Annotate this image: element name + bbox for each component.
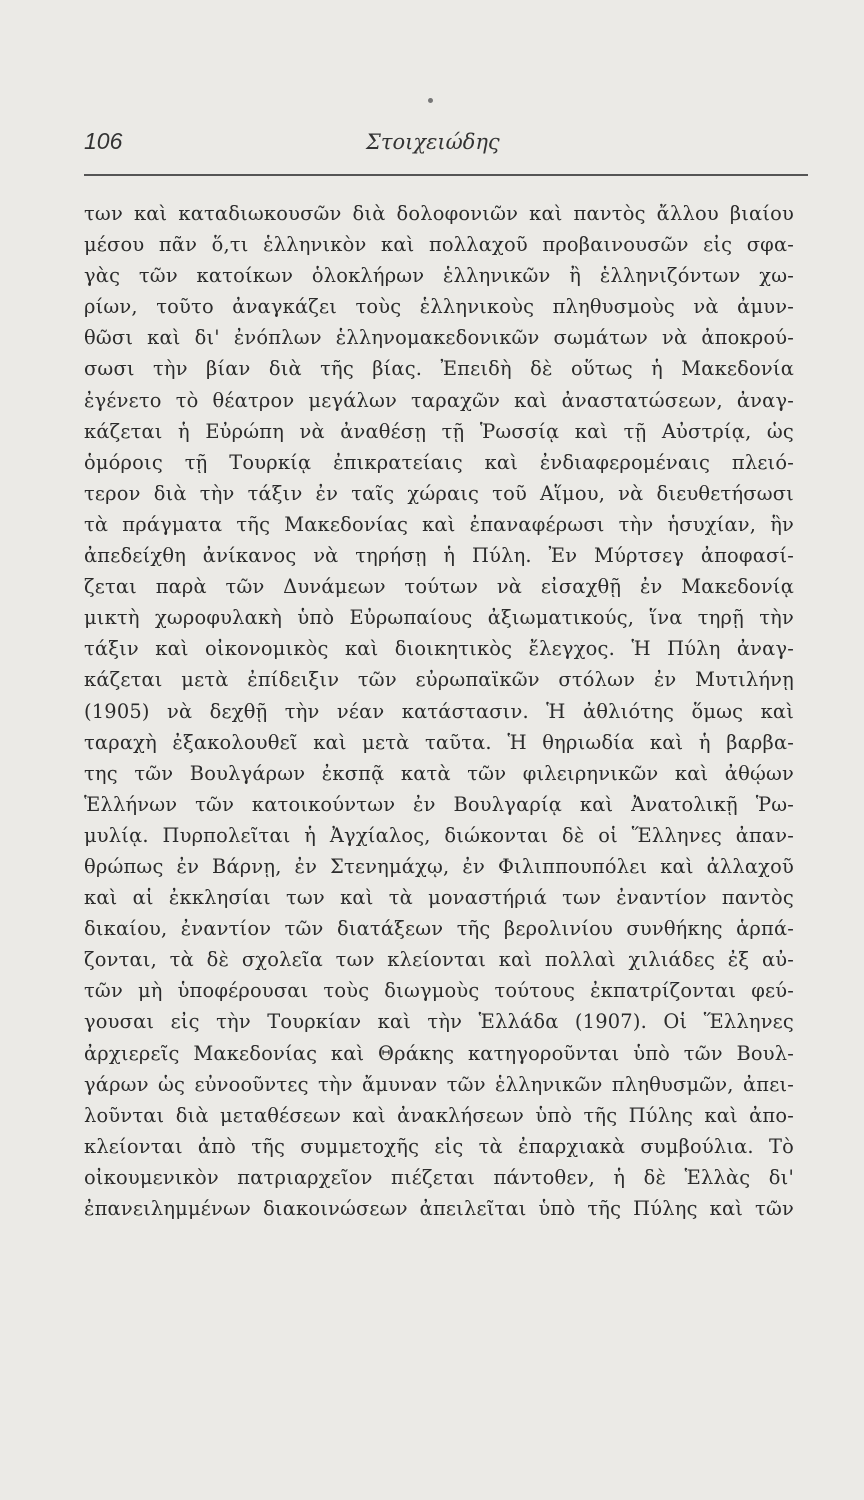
text-line: κάζεται ἡ Εὐρώπη νὰ ἀναθέσῃ τῇ Ῥωσσίᾳ καὶ τῇ Αὐστρίᾳ, ὡς bbox=[84, 419, 794, 443]
text-line: θρώπως ἐν Βάρνῃ, ἐν Στενημάχῳ, ἐν Φιλιππουπόλει καὶ ἀλλαχοῦ bbox=[84, 854, 794, 878]
text-line: ρίων, τοῦτο ἀναγκάζει τοὺς ἑλληνικοὺς πληθυσμοὺς νὰ ἀμυν- bbox=[84, 295, 794, 319]
page-header bbox=[84, 128, 808, 168]
text-line: της τῶν Βουλγάρων ἐκσπᾷ κατὰ τῶν φιλειρηνικῶν καὶ ἀθῴων bbox=[84, 761, 794, 785]
text-line: των καὶ καταδιωκουσῶν διὰ δολοφονιῶν καὶ παντὸς ἄλλου βιαίου bbox=[84, 202, 794, 225]
text-line: Ἑλλήνων τῶν κατοικούντων ἐν Βουλγαρίᾳ καὶ Ἀνατολικῇ Ῥω- bbox=[84, 792, 794, 816]
text-line: ἐπανειλημμένων διακοινώσεων ἀπειλεῖται ὑπὸ τῆς Πύλης καὶ τῶν bbox=[84, 1197, 794, 1220]
text-line: δικαίου, ἐναντίον τῶν διατάξεων τῆς βερολινίου συνθήκης ἁρπά- bbox=[84, 917, 794, 941]
text-line: ταραχὴ ἐξακολουθεῖ καὶ μετὰ ταῦτα. Ἡ θηριωδία καὶ ἡ βαρβα- bbox=[84, 730, 794, 754]
text-line: ζονται, τὰ δὲ σχολεῖα των κλείονται καὶ πολλαὶ χιλιάδες ἐξ αὐ- bbox=[84, 948, 794, 972]
text-line: τὰ πράγματα τῆς Μακεδονίας καὶ ἐπαναφέρωσι τὴν ἡσυχίαν, ἣν bbox=[84, 512, 794, 536]
text-line: γουσαι εἰς τὴν Τουρκίαν καὶ τὴν Ἑλλάδα (1907). Οἱ Ἕλληνες bbox=[84, 1010, 794, 1034]
text-line: μυλίᾳ. Πυρπολεῖται ἡ Ἀγχίαλος, διώκονται δὲ οἱ Ἕλληνες ἀπαν- bbox=[84, 823, 794, 847]
text-line: λοῦνται διὰ μεταθέσεων καὶ ἀνακλήσεων ὑπὸ τῆς Πύλης καὶ ἀπο- bbox=[84, 1103, 794, 1127]
text-line: γὰς τῶν κατοίκων ὁλοκλήρων ἑλληνικῶν ἢ ἑλληνιζόντων χω- bbox=[84, 264, 794, 288]
text-line: (1905) νὰ δεχθῇ τὴν νέαν κατάστασιν. Ἡ ἀθλιότης ὅμως καὶ bbox=[84, 699, 794, 723]
text-line: ἀπεδείχθη ἀνίκανος νὰ τηρήσῃ ἡ Πύλη. Ἐν Μύρτσεγ ἀποφασί- bbox=[84, 544, 794, 568]
header-rule bbox=[84, 174, 808, 176]
text-line: κάζεται μετὰ ἐπίδειξιν τῶν εὐρωπαϊκῶν στόλων ἐν Μυτιλήνῃ bbox=[84, 668, 794, 692]
text-line: ἐγένετο τὸ θέατρον μεγάλων ταραχῶν καὶ ἀναστατώσεων, ἀναγ- bbox=[84, 388, 794, 412]
text-line: μέσου πᾶν ὅ,τι ἑλληνικὸν καὶ πολλαχοῦ προβαινουσῶν εἰς σφα- bbox=[84, 233, 794, 257]
text-line: κλείονται ἀπὸ τῆς συμμετοχῆς εἰς τὰ ἐπαρχιακὰ συμβούλια. Τὸ bbox=[84, 1134, 794, 1158]
text-line: τάξιν καὶ οἰκονομικὸς καὶ διοικητικὸς ἔλεγχος. Ἡ Πύλη ἀναγ- bbox=[84, 637, 794, 661]
text-line: οἰκουμενικὸν πατριαρχεῖον πιέζεται πάντοθεν, ἡ δὲ Ἑλλὰς δι' bbox=[84, 1165, 794, 1189]
text-line: τῶν μὴ ὑποφέρουσαι τοὺς διωγμοὺς τούτους ἐκπατρίζονται φεύ- bbox=[84, 979, 794, 1003]
print-speck bbox=[428, 98, 433, 103]
text-line: καὶ αἱ ἐκκλησίαι των καὶ τὰ μοναστήριά των ἐναντίον παντὸς bbox=[84, 886, 794, 910]
page-number: 106 bbox=[84, 128, 123, 154]
text-line: τερον διὰ τὴν τάξιν ἐν ταῖς χώραις τοῦ Αἵμου, νὰ διευθετήσωσι bbox=[84, 481, 794, 505]
running-title: Στοιχειώδης bbox=[366, 130, 500, 154]
text-line: γάρων ὡς εὐνοοῦντες τὴν ἄμυναν τῶν ἑλληνικῶν πληθυσμῶν, ἀπει- bbox=[84, 1072, 794, 1096]
text-line: ἀρχιερεῖς Μακεδονίας καὶ Θράκης κατηγοροῦνται ὑπὸ τῶν Βουλ- bbox=[84, 1041, 794, 1065]
text-line: ὁμόροις τῇ Τουρκίᾳ ἐπικρατείαις καὶ ἐνδιαφερομέναις πλειό- bbox=[84, 450, 794, 474]
text-line: σωσι τὴν βίαν διὰ τῆς βίας. Ἐπειδὴ δὲ οὕτως ἡ Μακεδονία bbox=[84, 357, 794, 381]
text-line: θῶσι καὶ δι' ἐνόπλων ἑλληνομακεδονικῶν σωμάτων νὰ ἀποκρού- bbox=[84, 326, 794, 350]
body-text bbox=[84, 198, 794, 1224]
text-line: ζεται παρὰ τῶν Δυνάμεων τούτων νὰ εἰσαχθῇ ἐν Μακεδονίᾳ bbox=[84, 575, 794, 599]
text-line: μικτὴ χωροφυλακὴ ὑπὸ Εὐρωπαίους ἀξιωματικούς, ἵνα τηρῇ τὴν bbox=[84, 606, 794, 630]
